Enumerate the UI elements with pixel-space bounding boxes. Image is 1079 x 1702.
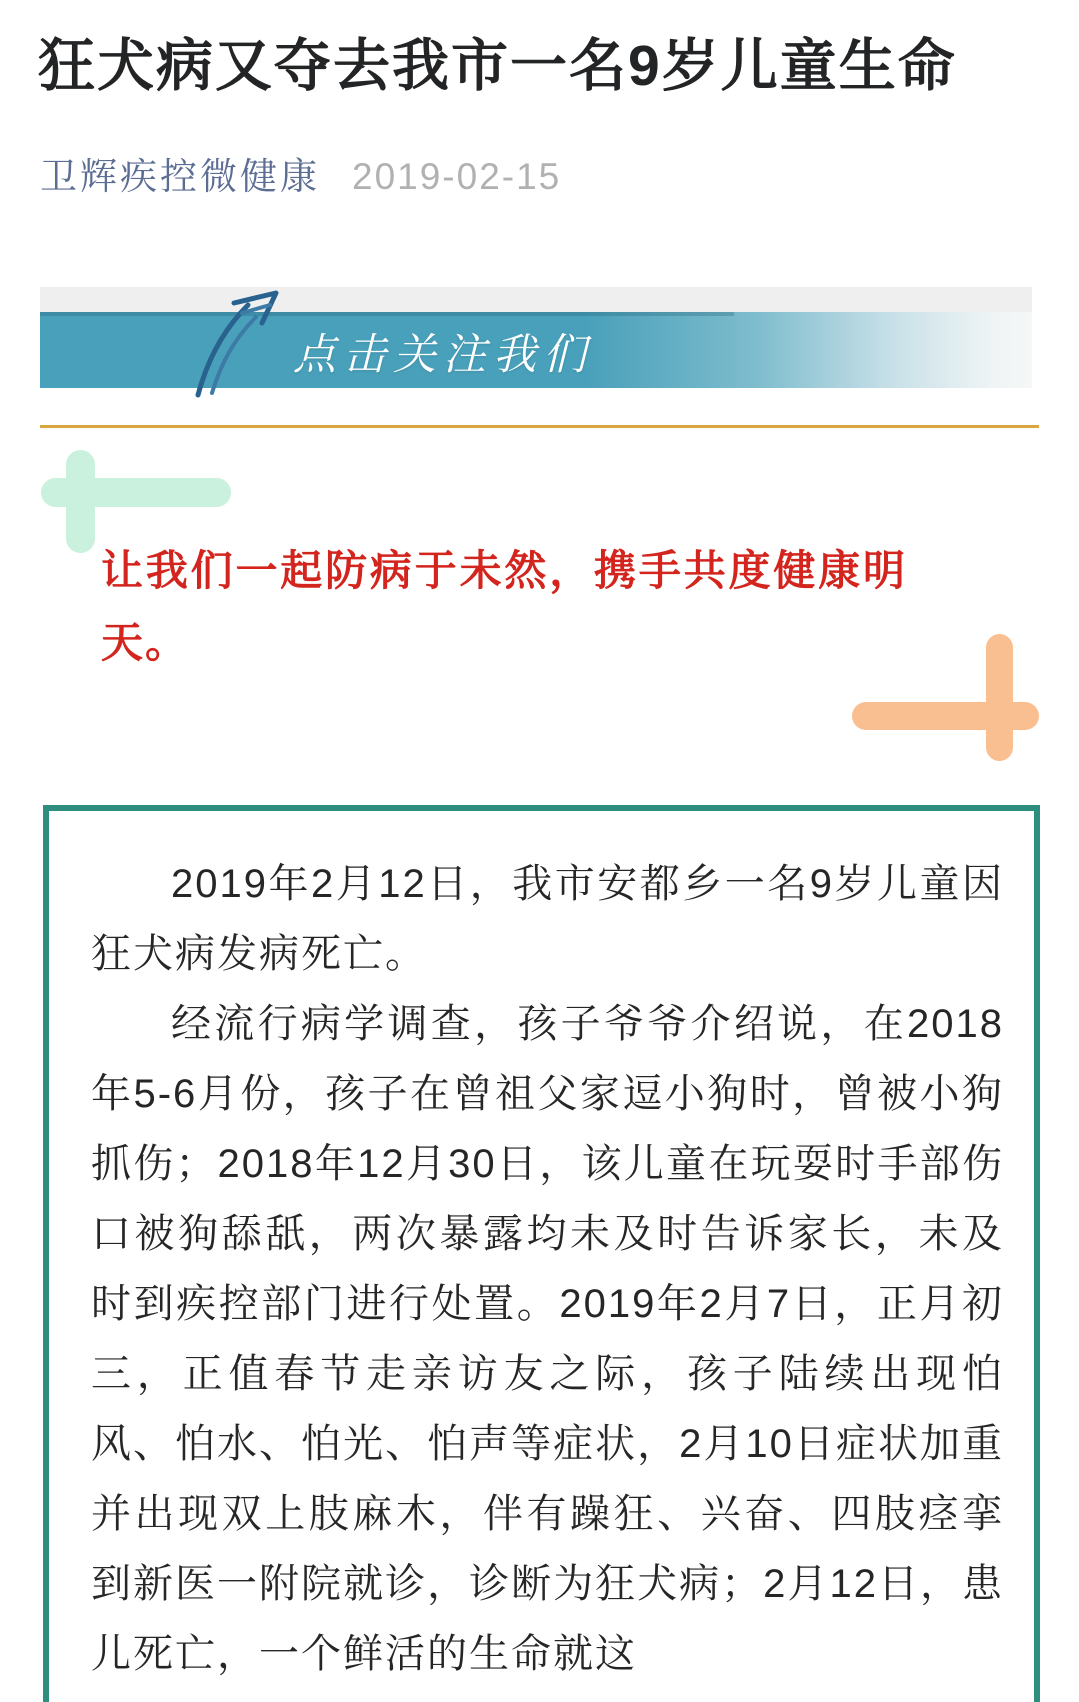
- case-report-paragraph: 经流行病学调查，孩子爷爷介绍说，在2018年5-6月份，孩子在曾祖父家逗小狗时，曾被小狗抓伤；2018年12月30日，该儿童在玩耍时手部伤口被狗舔舐，两次暴露均未及时告诉家长，未及时到疾控部门进行处置。2019年2月7日，正月初三，正值春节走亲访友之际，孩子陆续出现怕风、怕水、怕光、怕声等症状，2月10日症状加重并出现双上肢麻木，伴有躁狂、兴奋、四肢痉挛到新医一附院就诊，诊断为狂犬病；2月12日，患儿死亡，一个鲜活的生命就这: [91, 1002, 1004, 1676]
- case-report-box: [43, 805, 1040, 1702]
- case-report-paragraph: 2019年2月12日，我市安都乡一名9岁儿童因狂犬病发病死亡。: [91, 862, 1004, 976]
- article-title: 狂犬病又夺去我市一名9岁儿童生命: [38, 34, 957, 98]
- follow-us-label: 点击关注我们: [293, 331, 593, 379]
- follow-us-banner[interactable]: [40, 287, 1032, 403]
- orange-plus-decoration-horizontal: [852, 702, 1039, 730]
- mint-plus-decoration-horizontal: [41, 478, 231, 507]
- author-account-link[interactable]: 卫辉疾控微健康: [40, 156, 320, 197]
- orange-plus-decoration-vertical: [986, 634, 1013, 761]
- prevention-slogan: 让我们一起防病于未然，携手共度健康明天。: [101, 547, 907, 666]
- hand-drawn-arrow-icon: [176, 283, 306, 401]
- article-meta: [40, 146, 940, 200]
- gold-divider-line: [40, 425, 1039, 428]
- publish-date: 2019-02-15: [352, 156, 562, 197]
